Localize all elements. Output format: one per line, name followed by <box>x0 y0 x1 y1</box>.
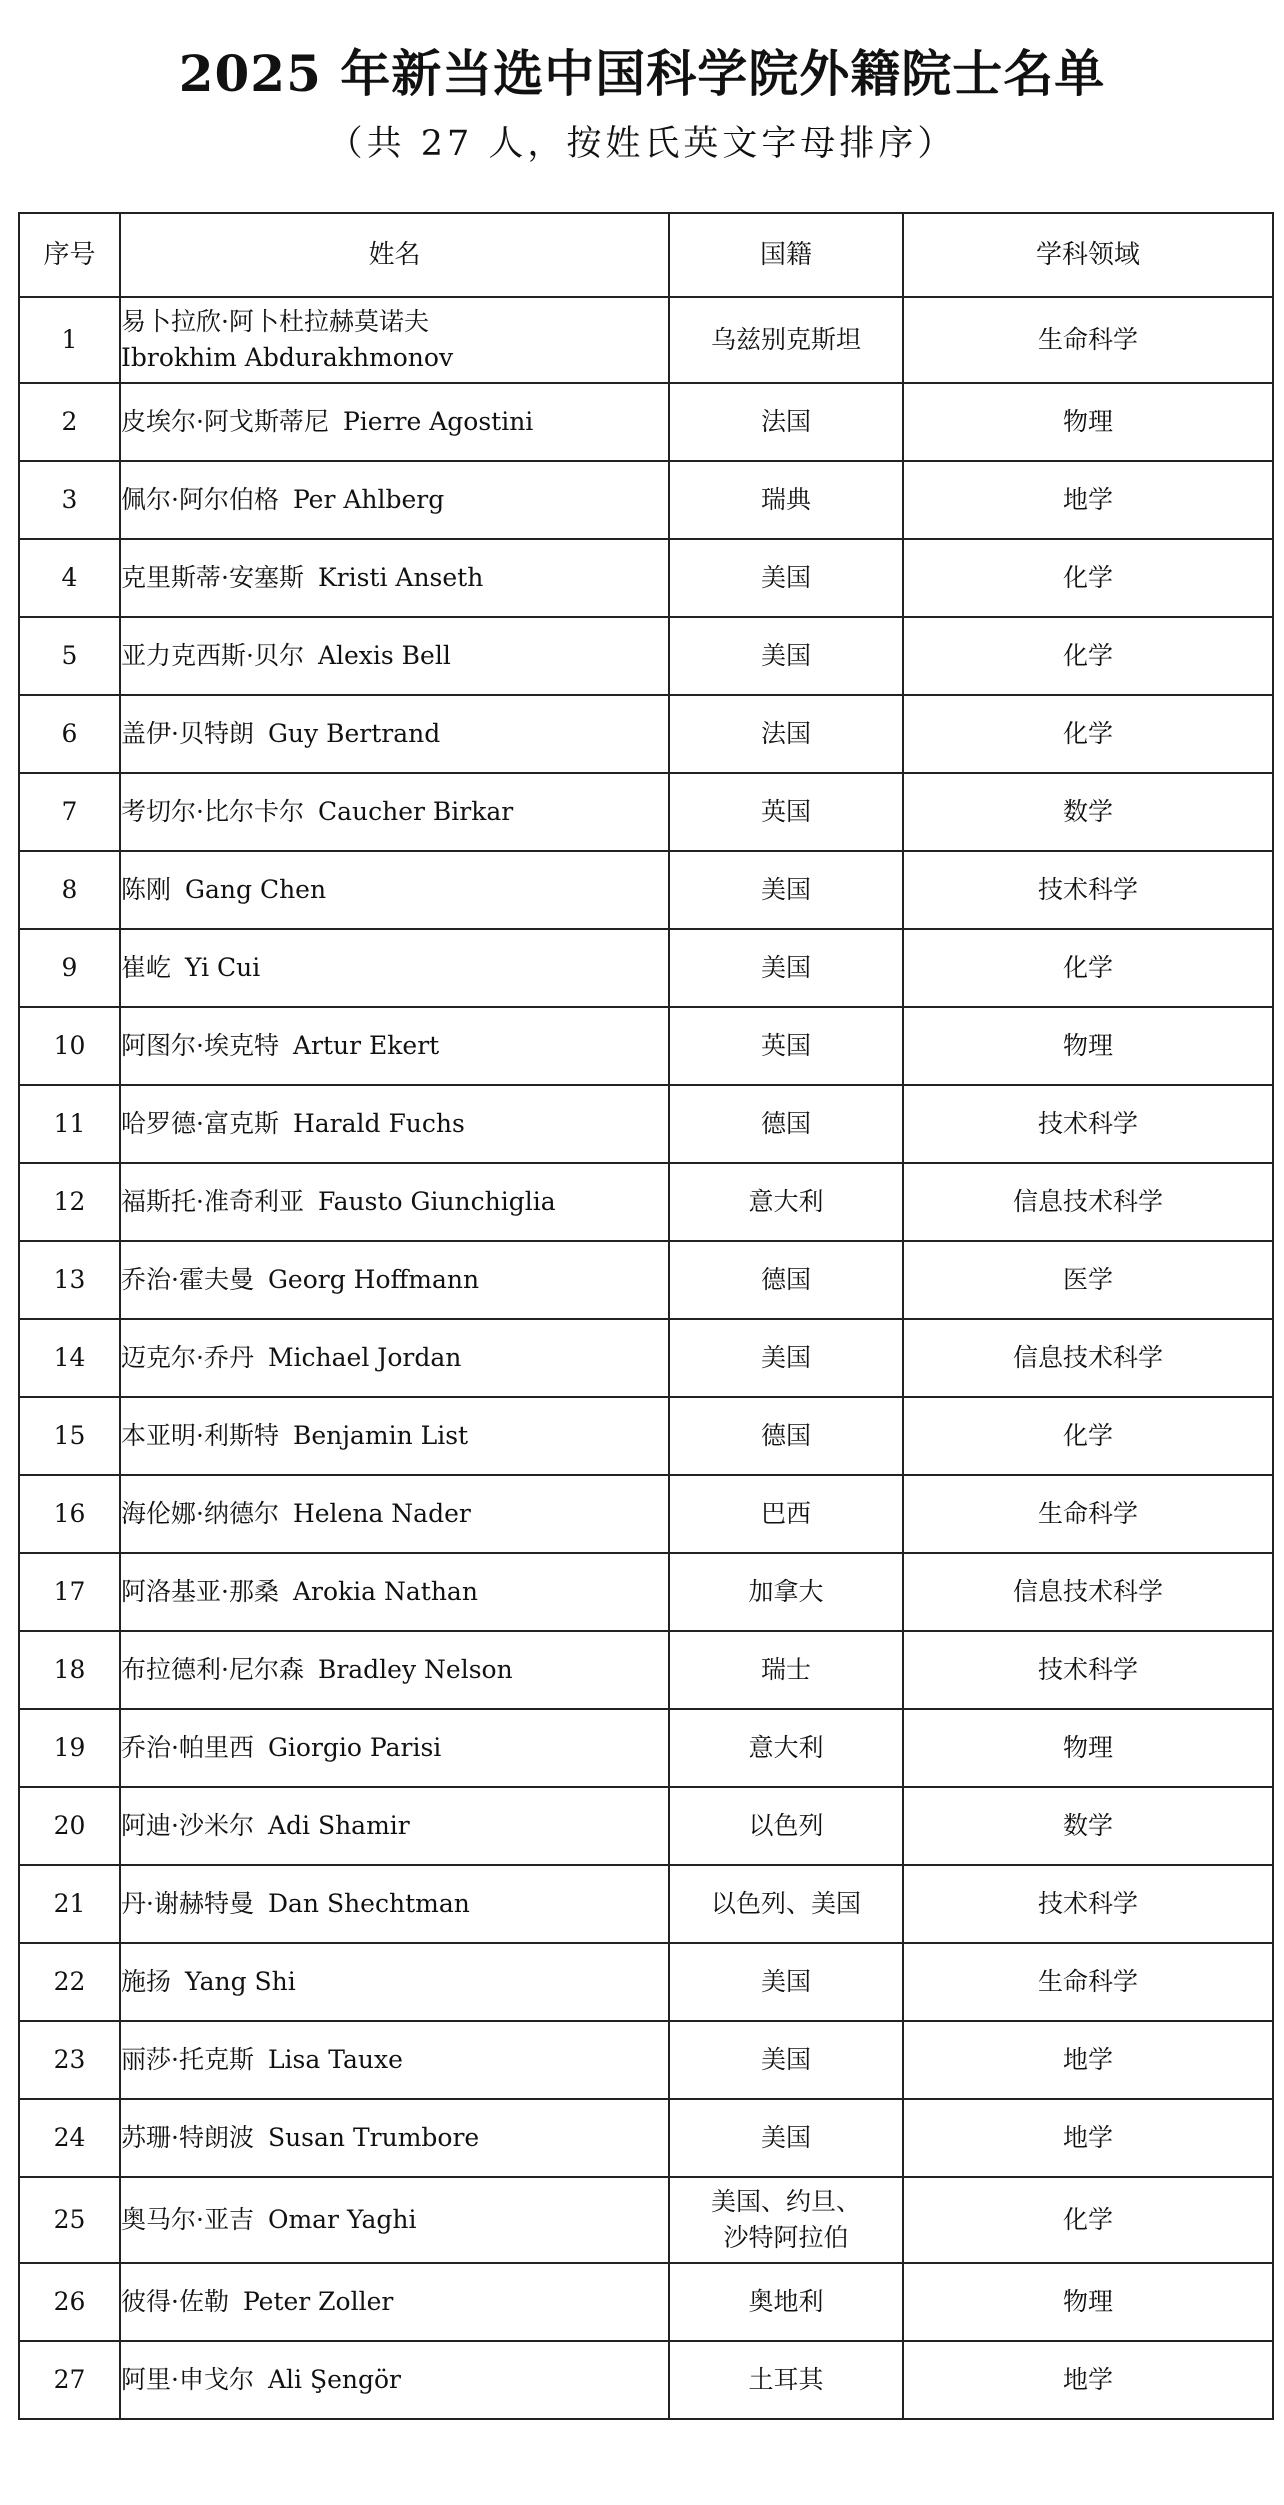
nationality-text: 以色列 <box>748 1811 824 1840</box>
chinese-name: 考切尔·比尔卡尔 <box>121 797 304 826</box>
nationality-text: 奥地利 <box>748 2287 824 2316</box>
nationality-text: 瑞士 <box>760 1655 811 1684</box>
nationality-text: 美国 <box>760 563 811 592</box>
nationality-text: 美国、约旦、 <box>710 2187 861 2216</box>
chinese-name: 乔治·帕里西 <box>121 1733 254 1762</box>
row-number: 22 <box>19 1943 120 2021</box>
chinese-name: 丽莎·托克斯 <box>121 2045 254 2074</box>
member-name <box>120 1631 669 1709</box>
row-number: 14 <box>19 1319 120 1397</box>
member-field: 信息技术科学 <box>903 1319 1273 1397</box>
table-row <box>19 1709 1273 1787</box>
member-nationality <box>669 929 903 1007</box>
table-row <box>19 2099 1273 2177</box>
header-number: 序号 <box>19 213 120 297</box>
english-name: Harald Fuchs <box>292 1109 465 1138</box>
english-name: Giorgio Parisi <box>267 1733 442 1762</box>
english-name: Peter Zoller <box>242 2287 394 2316</box>
english-name: Ali Şengör <box>267 2365 401 2394</box>
member-nationality <box>669 297 903 383</box>
member-nationality <box>669 1943 903 2021</box>
member-field: 物理 <box>903 383 1273 461</box>
member-name <box>120 2021 669 2099</box>
member-field: 生命科学 <box>903 1943 1273 2021</box>
chinese-name: 皮埃尔·阿戈斯蒂尼 <box>121 407 329 436</box>
member-field: 地学 <box>903 2021 1273 2099</box>
member-name <box>120 2099 669 2177</box>
member-field: 化学 <box>903 617 1273 695</box>
chinese-name: 哈罗德·富克斯 <box>121 1109 279 1138</box>
member-name <box>120 617 669 695</box>
table-row <box>19 2021 1273 2099</box>
member-name <box>120 1553 669 1631</box>
table-row <box>19 383 1273 461</box>
member-name <box>120 1241 669 1319</box>
member-nationality <box>669 1475 903 1553</box>
english-name: Alexis Bell <box>317 641 451 670</box>
member-name <box>120 539 669 617</box>
member-name <box>120 1163 669 1241</box>
table-row <box>19 1787 1273 1865</box>
nationality-text: 法国 <box>760 719 811 748</box>
nationality-text: 以色列、美国 <box>710 1889 861 1918</box>
member-nationality <box>669 851 903 929</box>
member-field: 数学 <box>903 773 1273 851</box>
english-name: Kristi Anseth <box>317 563 484 592</box>
member-name <box>120 1709 669 1787</box>
member-nationality <box>669 1787 903 1865</box>
member-name <box>120 2177 669 2263</box>
table-row <box>19 2263 1273 2341</box>
member-field: 地学 <box>903 461 1273 539</box>
chinese-name: 亚力克西斯·贝尔 <box>121 641 304 670</box>
table-row <box>19 617 1273 695</box>
row-number: 24 <box>19 2099 120 2177</box>
member-nationality <box>669 2099 903 2177</box>
academician-table <box>18 212 1274 2420</box>
row-number: 17 <box>19 1553 120 1631</box>
nationality-text: 美国 <box>760 953 811 982</box>
member-field: 化学 <box>903 695 1273 773</box>
nationality-text: 德国 <box>760 1265 811 1294</box>
table-row <box>19 1943 1273 2021</box>
english-name: Dan Shechtman <box>267 1889 470 1918</box>
member-field: 物理 <box>903 1007 1273 1085</box>
row-number: 21 <box>19 1865 120 1943</box>
chinese-name: 乔治·霍夫曼 <box>121 1265 254 1294</box>
english-name: Caucher Birkar <box>317 797 514 826</box>
chinese-name: 本亚明·利斯特 <box>121 1421 279 1450</box>
english-name: Yi Cui <box>185 953 261 982</box>
english-name: Arokia Nathan <box>292 1577 478 1606</box>
member-field: 地学 <box>903 2341 1273 2419</box>
member-name <box>120 1943 669 2021</box>
table-row <box>19 2341 1273 2419</box>
table-row <box>19 1163 1273 1241</box>
member-field: 化学 <box>903 1397 1273 1475</box>
row-number: 12 <box>19 1163 120 1241</box>
member-field: 地学 <box>903 2099 1273 2177</box>
member-field: 技术科学 <box>903 1085 1273 1163</box>
english-name: Benjamin List <box>292 1421 469 1450</box>
chinese-name: 丹·谢赫特曼 <box>121 1889 254 1918</box>
row-number: 16 <box>19 1475 120 1553</box>
chinese-name: 崔屹 <box>121 953 172 982</box>
table-row <box>19 539 1273 617</box>
row-number: 10 <box>19 1007 120 1085</box>
member-nationality <box>669 383 903 461</box>
table-row <box>19 773 1273 851</box>
english-name: Ibrokhim Abdurakhmonov <box>121 343 454 372</box>
row-number: 4 <box>19 539 120 617</box>
english-name: Yang Shi <box>185 1967 296 1996</box>
member-name <box>120 695 669 773</box>
chinese-name: 陈刚 <box>121 875 172 904</box>
member-field: 医学 <box>903 1241 1273 1319</box>
member-name <box>120 1397 669 1475</box>
member-nationality <box>669 1631 903 1709</box>
chinese-name: 奥马尔·亚吉 <box>121 2205 254 2234</box>
nationality-text: 法国 <box>760 407 811 436</box>
row-number: 19 <box>19 1709 120 1787</box>
chinese-name: 迈克尔·乔丹 <box>121 1343 254 1372</box>
table-row <box>19 851 1273 929</box>
nationality-text: 美国 <box>760 1967 811 1996</box>
english-name: Omar Yaghi <box>267 2205 417 2234</box>
row-number: 11 <box>19 1085 120 1163</box>
table-body <box>19 297 1273 2419</box>
nationality-text: 加拿大 <box>748 1577 824 1606</box>
chinese-name: 阿洛基亚·那桑 <box>121 1577 279 1606</box>
table-row <box>19 461 1273 539</box>
page-title: 2025 年新当选中国科学院外籍院士名单 <box>178 44 1106 103</box>
row-number: 18 <box>19 1631 120 1709</box>
chinese-name: 施扬 <box>121 1967 172 1996</box>
member-name <box>120 2263 669 2341</box>
member-name <box>120 929 669 1007</box>
member-field: 技术科学 <box>903 851 1273 929</box>
member-nationality <box>669 1865 903 1943</box>
english-name: Lisa Tauxe <box>267 2045 403 2074</box>
member-name <box>120 297 669 383</box>
member-nationality <box>669 1007 903 1085</box>
member-nationality <box>669 695 903 773</box>
english-name: Adi Shamir <box>267 1811 410 1840</box>
english-name: Susan Trumbore <box>267 2123 480 2152</box>
member-name <box>120 851 669 929</box>
english-name: Georg Hoffmann <box>267 1265 480 1294</box>
nationality-text: 美国 <box>760 2123 811 2152</box>
member-nationality <box>669 1709 903 1787</box>
english-name: Michael Jordan <box>267 1343 462 1372</box>
english-name: Artur Ekert <box>292 1031 440 1060</box>
table-row <box>19 1007 1273 1085</box>
member-nationality <box>669 461 903 539</box>
member-nationality <box>669 1163 903 1241</box>
chinese-name: 海伦娜·纳德尔 <box>121 1499 279 1528</box>
nationality-text: 美国 <box>760 1343 811 1372</box>
nationality-text: 乌兹别克斯坦 <box>710 325 861 354</box>
member-name <box>120 461 669 539</box>
member-field: 物理 <box>903 2263 1273 2341</box>
nationality-text: 美国 <box>760 875 811 904</box>
nationality-text: 意大利 <box>748 1733 824 1762</box>
member-nationality <box>669 773 903 851</box>
member-name <box>120 1319 669 1397</box>
chinese-name: 福斯托·准奇利亚 <box>121 1187 304 1216</box>
member-nationality <box>669 2177 903 2263</box>
nationality-text: 美国 <box>760 641 811 670</box>
table-header-row <box>19 213 1273 297</box>
table-row <box>19 929 1273 1007</box>
member-field: 生命科学 <box>903 297 1273 383</box>
english-name: Pierre Agostini <box>342 407 534 436</box>
member-name <box>120 383 669 461</box>
table-row <box>19 1397 1273 1475</box>
page-subtitle: （共 27 人，按姓氏英文字母排序） <box>327 124 957 164</box>
english-name: Helena Nader <box>292 1499 471 1528</box>
member-field: 数学 <box>903 1787 1273 1865</box>
row-number: 2 <box>19 383 120 461</box>
member-nationality <box>669 2021 903 2099</box>
nationality-text: 英国 <box>760 1031 811 1060</box>
member-nationality <box>669 1085 903 1163</box>
row-number: 26 <box>19 2263 120 2341</box>
member-field: 化学 <box>903 929 1273 1007</box>
row-number: 23 <box>19 2021 120 2099</box>
nationality-text: 瑞典 <box>760 485 811 514</box>
row-number: 8 <box>19 851 120 929</box>
row-number: 25 <box>19 2177 120 2263</box>
row-number: 9 <box>19 929 120 1007</box>
member-field: 生命科学 <box>903 1475 1273 1553</box>
english-name: Per Ahlberg <box>292 485 445 514</box>
table-row <box>19 1085 1273 1163</box>
member-name <box>120 1475 669 1553</box>
member-field: 物理 <box>903 1709 1273 1787</box>
chinese-name: 阿里·申戈尔 <box>121 2365 254 2394</box>
english-name: Gang Chen <box>185 875 327 904</box>
member-name <box>120 1085 669 1163</box>
member-field: 信息技术科学 <box>903 1553 1273 1631</box>
nationality-text: 德国 <box>760 1109 811 1138</box>
chinese-name: 盖伊·贝特朗 <box>121 719 254 748</box>
chinese-name: 彼得·佐勒 <box>121 2287 229 2316</box>
table-row <box>19 1241 1273 1319</box>
english-name: Bradley Nelson <box>317 1655 513 1684</box>
member-nationality <box>669 1241 903 1319</box>
row-number: 5 <box>19 617 120 695</box>
nationality-text: 美国 <box>760 2045 811 2074</box>
member-name <box>120 773 669 851</box>
member-nationality <box>669 617 903 695</box>
row-number: 15 <box>19 1397 120 1475</box>
row-number: 20 <box>19 1787 120 1865</box>
row-number: 7 <box>19 773 120 851</box>
chinese-name: 佩尔·阿尔伯格 <box>121 485 279 514</box>
header-name: 姓名 <box>120 213 669 297</box>
member-field: 技术科学 <box>903 1631 1273 1709</box>
table-row <box>19 1475 1273 1553</box>
member-field: 技术科学 <box>903 1865 1273 1943</box>
member-name <box>120 2341 669 2419</box>
english-name: Fausto Giunchiglia <box>317 1187 556 1216</box>
row-number: 27 <box>19 2341 120 2419</box>
row-number: 13 <box>19 1241 120 1319</box>
chinese-name: 克里斯蒂·安塞斯 <box>121 563 304 592</box>
member-field: 化学 <box>903 2177 1273 2263</box>
nationality-text: 德国 <box>760 1421 811 1450</box>
header-field: 学科领域 <box>903 213 1273 297</box>
chinese-name: 易卜拉欣·阿卜杜拉赫莫诺夫 <box>121 307 429 336</box>
nationality-text: 意大利 <box>748 1187 824 1216</box>
table-row <box>19 1319 1273 1397</box>
table-row <box>19 2177 1273 2263</box>
member-name <box>120 1865 669 1943</box>
member-nationality <box>669 2263 903 2341</box>
nationality-text: 土耳其 <box>748 2365 824 2394</box>
table-row <box>19 297 1273 383</box>
nationality-text: 英国 <box>760 797 811 826</box>
nationality-text: 巴西 <box>760 1499 811 1528</box>
header-nationality: 国籍 <box>669 213 903 297</box>
nationality-text-line2: 沙特阿拉伯 <box>723 2223 849 2252</box>
table-row <box>19 1631 1273 1709</box>
table-row <box>19 1865 1273 1943</box>
member-nationality <box>669 1553 903 1631</box>
member-nationality <box>669 1319 903 1397</box>
row-number: 3 <box>19 461 120 539</box>
member-field: 信息技术科学 <box>903 1163 1273 1241</box>
english-name: Guy Bertrand <box>267 719 441 748</box>
chinese-name: 阿迪·沙米尔 <box>121 1811 254 1840</box>
row-number: 1 <box>19 297 120 383</box>
chinese-name: 布拉德利·尼尔森 <box>121 1655 304 1684</box>
member-name <box>120 1787 669 1865</box>
member-field: 化学 <box>903 539 1273 617</box>
table-row <box>19 1553 1273 1631</box>
member-nationality <box>669 2341 903 2419</box>
member-nationality <box>669 539 903 617</box>
row-number: 6 <box>19 695 120 773</box>
member-name <box>120 1007 669 1085</box>
chinese-name: 苏珊·特朗波 <box>121 2123 254 2152</box>
table-row <box>19 695 1273 773</box>
chinese-name: 阿图尔·埃克特 <box>121 1031 279 1060</box>
member-nationality <box>669 1397 903 1475</box>
